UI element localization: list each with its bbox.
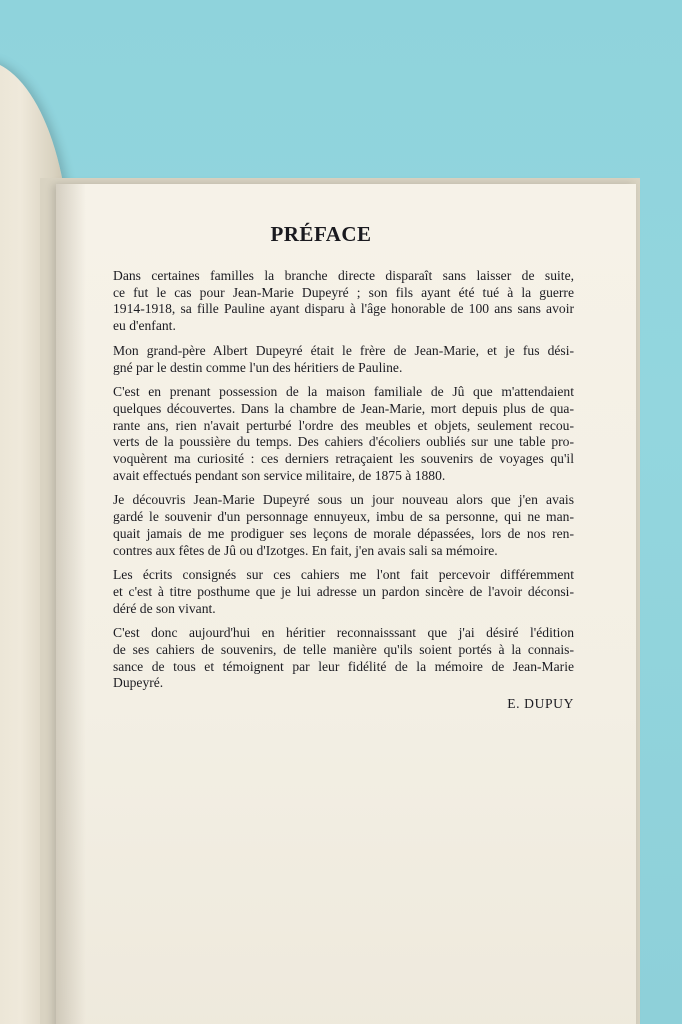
text-line: Dans certaines familles la branche directe disparaît sans laisser de suite, xyxy=(113,268,574,283)
text-line: 1914-1918, sa fille Pauline ayant disparu à l'âge honorable de 100 ans sans avoir xyxy=(113,301,574,317)
text-line: Dupeyré. xyxy=(113,675,164,691)
paragraph xyxy=(113,343,574,376)
paragraph xyxy=(113,492,574,559)
text-line: Les écrits consignés sur ces cahiers me l'ont fait percevoir différemment xyxy=(113,567,574,583)
text-line: quelques découvertes. Dans la chambre de Jean-Marie, mort depuis plus de qua- xyxy=(113,400,574,416)
text-line: rante ans, rien n'avait perturbé l'ordre des meubles et objets, seulement recou- xyxy=(113,417,574,433)
text-line: gné par le destin comme l'un des héritiers de Pauline. xyxy=(113,359,403,375)
text-line: et c'est à titre posthume que je lui adresse un pardon sincère de l'avoir déconsi- xyxy=(113,583,574,599)
text-line: quait jamais de me prodiguer ses leçons de morale dépassées, lors de nos ren- xyxy=(113,525,574,541)
text-line: Mon grand-père Albert Dupeyré était le frère de Jean-Marie, et je fus dési- xyxy=(113,342,574,358)
page-title: PRÉFACE xyxy=(270,222,372,246)
gutter-shadow xyxy=(56,184,86,1024)
text-line: Je découvris Jean-Marie Dupeyré sous un jour nouveau alors que j'en avais xyxy=(113,492,574,508)
signature: E. DUPUY xyxy=(507,696,574,711)
preface-body xyxy=(113,268,574,700)
text-line: de ses cahiers de souvenirs, de telle manière qu'ils soient portés à la connais- xyxy=(113,642,574,658)
text-line: ce fut le cas pour Jean-Marie Dupeyré ; son fils ayant été tué à la guerre xyxy=(113,284,574,300)
text-line: C'est en prenant possession de la maison familiale de Jû que m'attendaient xyxy=(113,384,574,400)
paragraph xyxy=(113,384,574,484)
paragraph xyxy=(113,625,574,692)
text-line: déré de son vivant. xyxy=(113,600,216,616)
paragraph xyxy=(113,268,574,335)
text-line: voquèrent ma curiosité : ces derniers retraçaient les souvenirs de voyages qu'il xyxy=(113,451,574,467)
text-line: gardé le souvenir d'un personnage ennuyeux, imbu de sa personne, qui ne man- xyxy=(113,509,574,525)
text-line: verts de la poussière du temps. Des cahiers d'écoliers oubliés sur une table pro- xyxy=(113,434,574,450)
paragraph xyxy=(113,567,574,617)
text-line: sance de tous et témoignent par leur fidélité de la mémoire de Jean-Marie xyxy=(113,658,574,674)
text-line: avait effectués pendant son service militaire, de 1875 à 1880. xyxy=(113,467,446,483)
text-line: contres aux fêtes de Jû ou d'Izotges. En fait, j'en avais sali sa mémoire. xyxy=(113,542,498,558)
text-line: eu d'enfant. xyxy=(113,318,176,334)
text-line: C'est donc aujourd'hui en héritier reconnaisssant que j'ai désiré l'édition xyxy=(113,625,574,641)
